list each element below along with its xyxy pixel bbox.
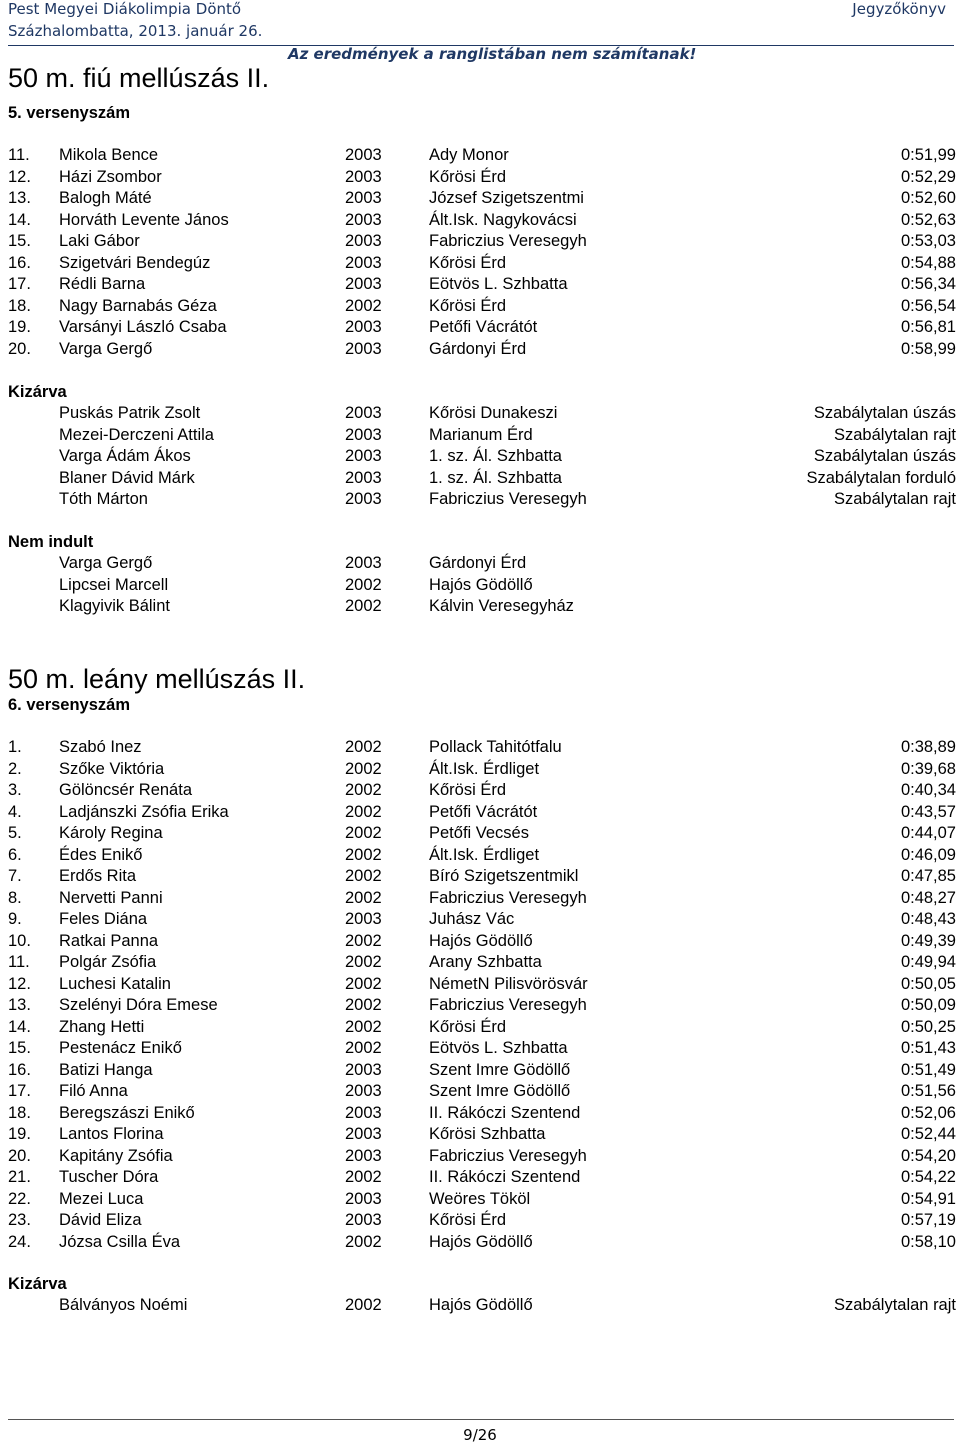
club-cell: Petőfi Vecsés (429, 824, 529, 842)
reason-cell: Szabálytalan rajt (834, 490, 956, 508)
time-cell: 0:46,09 (900, 845, 956, 864)
year-cell: 2003 (345, 910, 382, 928)
name-cell: Gölöncsér Renáta (59, 781, 192, 799)
name-cell: Zhang Hetti (59, 1017, 145, 1036)
year-cell: 2002 (345, 824, 382, 842)
year-cell: 2002 (345, 1168, 382, 1186)
time-cell: 0:49,94 (900, 953, 956, 971)
year-cell: 2002 (345, 845, 382, 864)
time-cell: 0:43,57 (900, 802, 956, 821)
club-cell: 1. sz. Ál. Szhbatta (429, 447, 562, 465)
year-cell: 2002 (345, 996, 382, 1014)
year-cell: 2003 (345, 404, 382, 422)
club-cell: József Szigetszentmi (429, 189, 584, 207)
name-cell: Blaner Dávid Márk (59, 468, 195, 487)
table-row (0, 469, 960, 490)
place-cell: 19. (8, 1125, 31, 1143)
place-cell: 22. (8, 1189, 31, 1208)
reason-cell: Szabálytalan úszás (813, 404, 956, 422)
table-row (0, 168, 960, 189)
year-cell: 2002 (345, 759, 382, 778)
table-row (0, 1039, 960, 1060)
place-cell: 23. (8, 1211, 31, 1229)
year-cell: 2003 (345, 232, 382, 250)
name-cell: Rédli Barna (59, 275, 146, 293)
name-cell: Ratkai Panna (59, 931, 159, 950)
year-cell: 2002 (345, 1296, 382, 1314)
club-cell: Gárdonyi Érd (429, 554, 527, 572)
table-row (0, 1211, 960, 1232)
club-cell: Ady Monor (429, 146, 509, 164)
table-row (0, 340, 960, 361)
table-row (0, 447, 960, 468)
time-cell: 0:47,85 (900, 867, 956, 885)
name-cell: Nagy Barnabás Géza (59, 296, 217, 315)
table-row (0, 275, 960, 296)
club-cell: Kőrösi Érd (429, 253, 507, 272)
table-row (0, 1018, 960, 1039)
club-cell: Kőrösi Érd (429, 1211, 507, 1229)
place-cell: 16. (8, 253, 31, 272)
year-cell: 2002 (345, 738, 382, 756)
table-row (0, 846, 960, 867)
year-cell: 2003 (345, 1082, 382, 1100)
name-cell: Károly Regina (59, 824, 163, 842)
club-cell: Hajós Gödöllő (429, 931, 533, 950)
year-cell: 2003 (345, 1146, 382, 1165)
year-cell: 2002 (345, 781, 382, 799)
year-cell: 2003 (345, 275, 382, 293)
club-cell: Arany Szhbatta (429, 953, 542, 971)
name-cell: Puskás Patrik Zsolt (59, 404, 201, 422)
year-cell: 2002 (345, 296, 382, 315)
club-cell: Kőrösi Érd (429, 167, 507, 186)
name-cell: Ladjánszki Zsófia Erika (59, 802, 229, 821)
table-row (0, 146, 960, 167)
time-cell: 0:50,09 (900, 996, 956, 1014)
table-row (0, 426, 960, 447)
club-cell: Ált.Isk. Érdliget (429, 845, 540, 864)
disqualified-heading: Kizárva (8, 1275, 67, 1293)
year-cell: 2003 (345, 490, 382, 508)
place-cell: 11. (8, 953, 30, 971)
club-cell: II. Rákóczi Szentend (429, 1168, 581, 1186)
name-cell: Erdős Rita (59, 867, 137, 885)
place-cell: 18. (8, 296, 31, 315)
table-row (0, 889, 960, 910)
year-cell: 2003 (345, 210, 382, 229)
time-cell: 0:54,20 (900, 1146, 956, 1165)
name-cell: Horváth Levente János (59, 210, 229, 229)
table-row (0, 490, 960, 511)
year-cell: 2002 (345, 888, 382, 907)
name-cell: Beregszászi Enikő (59, 1103, 195, 1122)
club-cell: Kőrösi Érd (429, 1017, 507, 1036)
name-cell: Tóth Márton (59, 490, 148, 508)
time-cell: 0:52,06 (900, 1103, 956, 1122)
name-cell: Szabó Inez (59, 738, 142, 756)
name-cell: Szőke Viktória (59, 759, 165, 778)
table-row (0, 1125, 960, 1146)
table-row (0, 738, 960, 759)
time-cell: 0:48,27 (900, 888, 956, 907)
disqualified-heading: Kizárva (8, 383, 67, 401)
club-cell: Ált.Isk. Nagykovácsi (429, 210, 577, 229)
year-cell: 2003 (345, 425, 382, 444)
table-row (0, 1233, 960, 1254)
club-cell: Eötvös L. Szhbatta (429, 1039, 568, 1057)
club-cell: Hajós Gödöllő (429, 575, 533, 594)
time-cell: 0:51,99 (900, 146, 956, 164)
place-cell: 20. (8, 339, 31, 358)
place-cell: 8. (8, 888, 22, 907)
year-cell: 2003 (345, 1189, 382, 1208)
time-cell: 0:51,43 (900, 1039, 956, 1057)
reason-cell: Szabálytalan rajt (834, 1296, 956, 1314)
place-cell: 2. (8, 759, 22, 778)
club-cell: II. Rákóczi Szentend (429, 1103, 581, 1122)
name-cell: Mikola Bence (59, 146, 159, 164)
name-cell: Szigetvári Bendegúz (59, 253, 211, 272)
year-cell: 2003 (345, 1211, 382, 1229)
table-row (0, 1082, 960, 1103)
page-number: 9/26 (463, 1426, 497, 1444)
year-cell: 2002 (345, 974, 382, 993)
event-number: 6. versenyszám (8, 696, 131, 714)
time-cell: 0:54,22 (900, 1168, 956, 1186)
time-cell: 0:48,43 (900, 910, 956, 928)
time-cell: 0:38,89 (900, 738, 956, 756)
year-cell: 2003 (345, 447, 382, 465)
club-cell: Fabriczius Veresegyh (429, 232, 587, 250)
place-cell: 20. (8, 1146, 31, 1165)
name-cell: Varga Gergő (59, 554, 153, 572)
year-cell: 2002 (345, 575, 382, 594)
year-cell: 2003 (345, 1060, 382, 1079)
place-cell: 13. (8, 189, 31, 207)
club-cell: Szent Imre Gödöllő (429, 1060, 571, 1079)
time-cell: 0:54,88 (900, 253, 956, 272)
time-cell: 0:54,91 (900, 1189, 956, 1208)
place-cell: 5. (8, 824, 22, 842)
time-cell: 0:58,99 (900, 339, 956, 358)
name-cell: Polgár Zsófia (59, 953, 157, 971)
location-date: Százhalombatta, 2013. január 26. (8, 22, 263, 40)
time-cell: 0:44,07 (900, 824, 956, 842)
year-cell: 2002 (345, 802, 382, 821)
table-row (0, 404, 960, 425)
event-title: 50 m. leány mellúszás II. (8, 664, 306, 694)
place-cell: 19. (8, 318, 31, 336)
place-cell: 21. (8, 1168, 31, 1186)
name-cell: Tuscher Dóra (59, 1168, 159, 1186)
place-cell: 12. (8, 167, 31, 186)
name-cell: Dávid Eliza (59, 1211, 142, 1229)
club-cell: Kőrösi Szhbatta (429, 1125, 546, 1143)
club-cell: Hajós Gödöllő (429, 1232, 533, 1251)
club-cell: Hajós Gödöllő (429, 1296, 533, 1314)
year-cell: 2003 (345, 253, 382, 272)
year-cell: 2003 (345, 318, 382, 336)
table-row (0, 760, 960, 781)
place-cell: 12. (8, 974, 31, 993)
year-cell: 2002 (345, 867, 382, 885)
event-number: 5. versenyszám (8, 104, 131, 122)
place-cell: 6. (8, 845, 22, 864)
table-row (0, 781, 960, 802)
club-cell: Petőfi Vácrátót (429, 318, 538, 336)
year-cell: 2003 (345, 167, 382, 186)
table-row (0, 975, 960, 996)
year-cell: 2002 (345, 1039, 382, 1057)
name-cell: Balogh Máté (59, 189, 152, 207)
time-cell: 0:52,63 (900, 210, 956, 229)
time-cell: 0:53,03 (900, 232, 956, 250)
club-cell: Juhász Vác (429, 910, 515, 928)
time-cell: 0:51,56 (900, 1082, 956, 1100)
time-cell: 0:56,34 (900, 275, 956, 293)
time-cell: 0:40,34 (900, 781, 956, 799)
table-row (0, 1104, 960, 1125)
name-cell: Józsa Csilla Éva (59, 1232, 181, 1251)
table-row (0, 554, 960, 575)
time-cell: 0:52,60 (900, 189, 956, 207)
name-cell: Klagyivik Bálint (59, 597, 170, 615)
table-row (0, 803, 960, 824)
table-row (0, 189, 960, 210)
name-cell: Mezei-Derczeni Attila (59, 425, 214, 444)
name-cell: Laki Gábor (59, 232, 140, 250)
place-cell: 3. (8, 781, 22, 799)
table-row (0, 297, 960, 318)
year-cell: 2003 (345, 468, 382, 487)
time-cell: 0:49,39 (900, 931, 956, 950)
name-cell: Varsányi László Csaba (59, 318, 227, 336)
place-cell: 18. (8, 1103, 31, 1122)
table-row (0, 1190, 960, 1211)
name-cell: Varga Ádám Ákos (59, 447, 191, 465)
year-cell: 2003 (345, 146, 382, 164)
place-cell: 16. (8, 1060, 31, 1079)
table-row (0, 1061, 960, 1082)
place-cell: 9. (8, 910, 22, 928)
name-cell: Lipcsei Marcell (59, 575, 169, 594)
table-row (0, 1296, 960, 1317)
reason-cell: Szabálytalan úszás (813, 447, 956, 465)
dns-heading: Nem indult (8, 533, 94, 551)
club-cell: Fabriczius Veresegyh (429, 490, 587, 508)
table-row (0, 318, 960, 339)
place-cell: 17. (8, 1082, 31, 1100)
place-cell: 15. (8, 232, 31, 250)
place-cell: 14. (8, 210, 31, 229)
club-cell: Bíró Szigetszentmikl (429, 867, 579, 885)
name-cell: Batizi Hanga (59, 1060, 153, 1079)
name-cell: Házi Zsombor (59, 167, 162, 186)
time-cell: 0:56,81 (900, 318, 956, 336)
table-row (0, 867, 960, 888)
time-cell: 0:51,49 (900, 1060, 956, 1079)
year-cell: 2003 (345, 554, 382, 572)
name-cell: Luchesi Katalin (59, 974, 171, 993)
table-row (0, 576, 960, 597)
time-cell: 0:52,44 (900, 1125, 956, 1143)
name-cell: Szelényi Dóra Emese (59, 996, 218, 1014)
table-row (0, 932, 960, 953)
name-cell: Feles Diána (59, 910, 148, 928)
name-cell: Mezei Luca (59, 1189, 144, 1208)
name-cell: Édes Enikő (59, 845, 143, 864)
time-cell: 0:52,29 (900, 167, 956, 186)
year-cell: 2002 (345, 1017, 382, 1036)
club-cell: Weöres Tököl (429, 1189, 531, 1208)
time-cell: 0:50,05 (900, 974, 956, 993)
place-cell: 24. (8, 1232, 31, 1251)
club-cell: Marianum Érd (429, 425, 533, 444)
club-cell: Fabriczius Veresegyh (429, 888, 587, 907)
table-row (0, 910, 960, 931)
place-cell: 17. (8, 275, 31, 293)
name-cell: Varga Gergő (59, 339, 153, 358)
place-cell: 11. (8, 146, 30, 164)
place-cell: 10. (8, 931, 31, 950)
club-cell: NémetN Pilisvörösvár (429, 974, 588, 993)
club-cell: Gárdonyi Érd (429, 339, 527, 358)
club-cell: Kőrösi Érd (429, 781, 507, 799)
table-row (0, 597, 960, 618)
table-row (0, 211, 960, 232)
time-cell: 0:58,10 (900, 1232, 956, 1251)
club-cell: Pollack Tahitótfalu (429, 738, 562, 756)
name-cell: Lantos Florina (59, 1125, 164, 1143)
place-cell: 14. (8, 1017, 31, 1036)
place-cell: 15. (8, 1039, 31, 1057)
name-cell: Pestenácz Enikő (59, 1039, 182, 1057)
table-row (0, 953, 960, 974)
reason-cell: Szabálytalan forduló (806, 468, 956, 487)
club-cell: Ált.Isk. Érdliget (429, 759, 540, 778)
year-cell: 2002 (345, 953, 382, 971)
club-cell: Petőfi Vácrátót (429, 802, 538, 821)
year-cell: 2002 (345, 597, 382, 615)
event-name: Pest Megyei Diákolimpia Döntő (8, 0, 242, 18)
time-cell: 0:56,54 (900, 296, 956, 315)
club-cell: Fabriczius Veresegyh (429, 996, 587, 1014)
place-cell: 7. (8, 867, 22, 885)
time-cell: 0:50,25 (900, 1017, 956, 1036)
club-cell: Szent Imre Gödöllő (429, 1082, 571, 1100)
club-cell: Eötvös L. Szhbatta (429, 275, 568, 293)
time-cell: 0:39,68 (900, 759, 956, 778)
place-cell: 13. (8, 996, 31, 1014)
name-cell: Kapitány Zsófia (59, 1146, 173, 1165)
place-cell: 4. (8, 802, 22, 821)
event-title: 50 m. fiú mellúszás II. (8, 63, 270, 93)
table-row (0, 1147, 960, 1168)
table-row (0, 824, 960, 845)
club-cell: Kőrösi Érd (429, 296, 507, 315)
name-cell: Filó Anna (59, 1082, 128, 1100)
reason-cell: Szabálytalan rajt (834, 425, 956, 444)
year-cell: 2003 (345, 1103, 382, 1122)
year-cell: 2002 (345, 1232, 382, 1251)
place-cell: 1. (8, 738, 22, 756)
name-cell: Bálványos Noémi (59, 1296, 188, 1314)
ranking-notice: Az eredmények a ranglistában nem számítanak! (288, 45, 697, 63)
year-cell: 2003 (345, 1125, 382, 1143)
club-cell: Kálvin Veresegyház (429, 597, 574, 615)
time-cell: 0:57,19 (900, 1211, 956, 1229)
year-cell: 2002 (345, 931, 382, 950)
table-row (0, 996, 960, 1017)
footer-divider (8, 1419, 954, 1420)
document-type: Jegyzőkönyv (852, 0, 946, 18)
club-cell: Fabriczius Veresegyh (429, 1146, 587, 1165)
name-cell: Nervetti Panni (59, 888, 163, 907)
table-row (0, 254, 960, 275)
table-row (0, 232, 960, 253)
club-cell: Kőrösi Dunakeszi (429, 404, 558, 422)
table-row (0, 1168, 960, 1189)
year-cell: 2003 (345, 339, 382, 358)
year-cell: 2003 (345, 189, 382, 207)
club-cell: 1. sz. Ál. Szhbatta (429, 468, 562, 487)
